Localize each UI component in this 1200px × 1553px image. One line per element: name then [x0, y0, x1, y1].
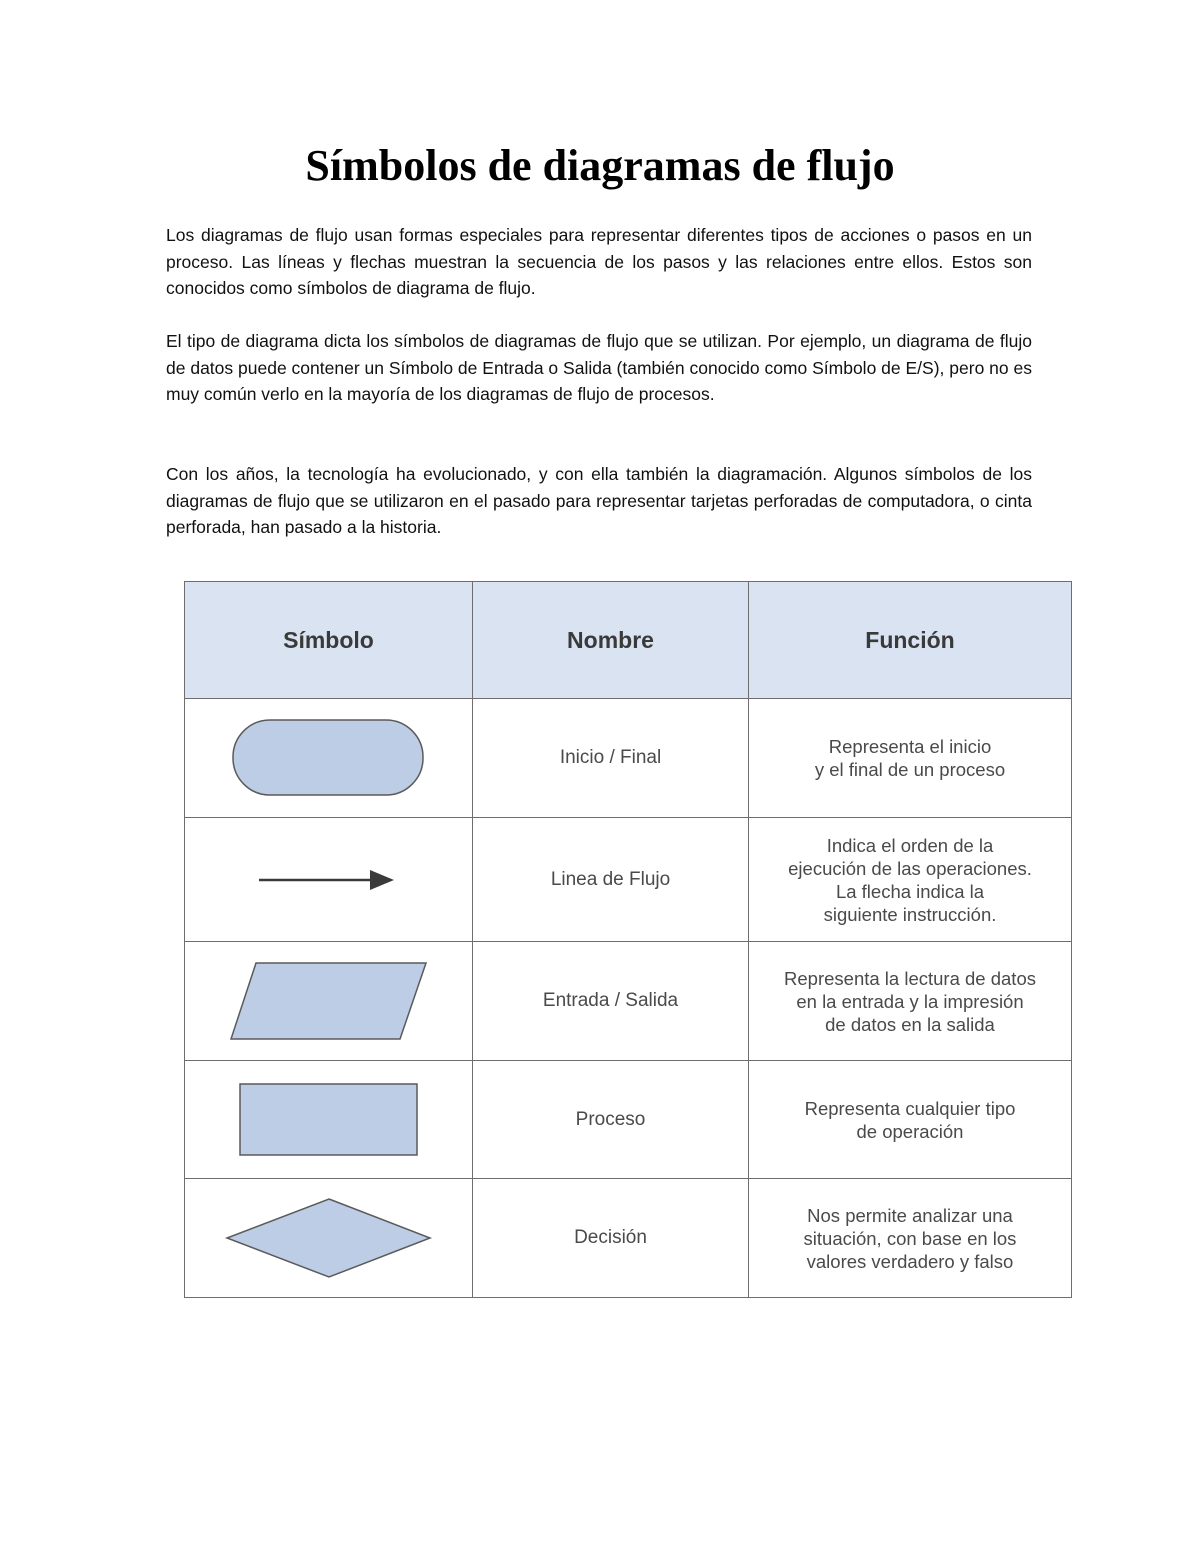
name-cell: Linea de Flujo	[473, 818, 749, 942]
function-cell	[749, 818, 1072, 942]
symbol-cell	[185, 699, 473, 818]
function-line: Indica el orden de la	[826, 834, 994, 856]
function-line: de operación	[856, 1120, 964, 1142]
table-header-row	[185, 582, 1072, 699]
table-row	[185, 699, 1072, 818]
header-symbol: Símbolo	[185, 582, 473, 699]
header-name: Nombre	[473, 582, 749, 699]
parallelogram-icon	[229, 960, 429, 1042]
table-row	[185, 818, 1072, 942]
page-title: Símbolos de diagramas de flujo	[305, 141, 895, 190]
symbol-cell	[185, 1179, 473, 1298]
function-cell	[749, 942, 1072, 1061]
name-cell: Decisión	[473, 1179, 749, 1298]
table-row	[185, 1179, 1072, 1298]
function-line: situación, con base en los	[803, 1227, 1017, 1249]
name-cell: Entrada / Salida	[473, 942, 749, 1061]
symbols-table	[184, 581, 1072, 1298]
intro-paragraph: Los diagramas de flujo usan formas especiales para representar diferentes tipos de acciones o pasos en un proceso. Las líneas y flechas muestran la secuencia de los pasos y las relaciones entre ellos. Estos son conocidos como símbolos de diagrama de flujo.	[166, 225, 1032, 298]
rectangle-icon	[237, 1081, 421, 1159]
diagram-type-paragraph: El tipo de diagrama dicta los símbolos de diagramas de flujo que se utilizan. Por ejemplo, un diagrama de flujo de datos puede contener un Símbolo de Entrada o Salida (también conocido como Símbolo de E/S), pero no es muy común verlo en la mayoría de los diagramas de flujo de procesos.	[166, 331, 1032, 404]
table-row	[185, 942, 1072, 1061]
function-line: Representa la lectura de datos	[784, 967, 1036, 989]
function-line: siguiente instrucción.	[823, 903, 997, 925]
function-line: Representa cualquier tipo	[804, 1097, 1016, 1119]
diamond-icon	[224, 1196, 434, 1280]
function-line: de datos en la salida	[825, 1013, 995, 1035]
function-line: en la entrada y la impresión	[796, 990, 1024, 1012]
symbol-cell	[185, 942, 473, 1061]
function-line: Nos permite analizar una	[807, 1204, 1013, 1226]
flow-arrow-icon	[254, 865, 404, 895]
function-cell	[749, 1061, 1072, 1179]
function-cell	[749, 699, 1072, 818]
history-paragraph: Con los años, la tecnología ha evolucionado, y con ella también la diagramación. Algunos símbolos de los diagramas de flujo que se utilizaron en el pasado para representar tarjetas perforadas de computadora, o cinta perforada, han pasado a la historia.	[166, 464, 1032, 537]
name-cell: Inicio / Final	[473, 699, 749, 818]
function-line: Representa el inicio	[828, 736, 992, 757]
terminal-oval-icon	[229, 715, 429, 801]
header-function: Función	[749, 582, 1072, 699]
function-line: y el final de un proceso	[814, 759, 1006, 780]
function-line: La flecha indica la	[835, 880, 985, 902]
function-line: ejecución de las operaciones.	[788, 857, 1032, 879]
symbol-cell	[185, 1061, 473, 1179]
table-row	[185, 1061, 1072, 1179]
function-cell	[749, 1179, 1072, 1298]
function-line: valores verdadero y falso	[806, 1250, 1014, 1272]
symbol-cell	[185, 818, 473, 942]
name-cell: Proceso	[473, 1061, 749, 1179]
